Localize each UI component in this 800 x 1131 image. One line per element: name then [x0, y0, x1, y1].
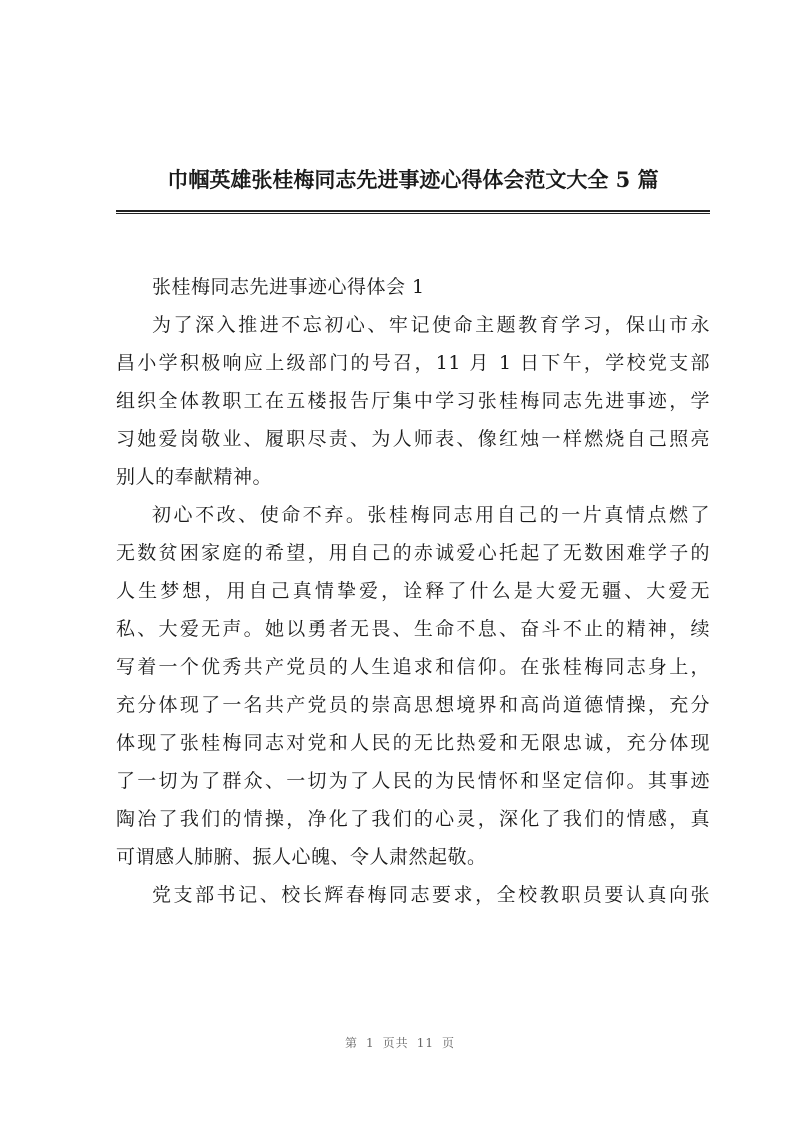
body-line: 了一切为了群众、一切为了人民的为民情怀和坚定信仰。其事迹 — [116, 770, 710, 792]
body-line: 别人的奉献精神。 — [116, 466, 273, 488]
footer-total-pages: 11 — [416, 1036, 434, 1050]
footer-prefix: 第 — [345, 1036, 359, 1050]
body-line: 人生梦想，用自己真情挚爱，诠释了什么是大爱无疆、大爱无 — [116, 580, 710, 602]
body-line: 昌小学积极响应上级部门的号召，11 月 1 日下午，学校党支部 — [116, 352, 710, 374]
body-line: 习她爱岗敬业、履职尽责、为人师表、像红烛一样燃烧自己照亮 — [116, 428, 710, 450]
body-line: 写着一个优秀共产党员的人生追求和信仰。在张桂梅同志身上， — [116, 656, 710, 678]
footer-middle: 页共 — [382, 1036, 409, 1050]
body-line: 体现了张桂梅同志对党和人民的无比热爱和无限忠诚，充分体现 — [116, 732, 710, 754]
body-line: 无数贫困家庭的希望，用自己的赤诚爱心托起了无数困难学子的 — [116, 542, 710, 564]
body-line: 党支部书记、校长辉春梅同志要求，全校教职员要认真向张 — [152, 884, 710, 906]
footer-current-page: 1 — [366, 1036, 375, 1050]
body-line: 为了深入推进不忘初心、牢记使命主题教育学习，保山市永 — [152, 314, 710, 336]
section-heading: 张桂梅同志先进事迹心得体会 1 — [152, 276, 425, 298]
body-line: 陶冶了我们的情操，净化了我们的心灵，深化了我们的情感，真 — [116, 808, 710, 830]
page-footer — [0, 1034, 800, 1051]
body-line: 私、大爱无声。她以勇者无畏、生命不息、奋斗不止的精神，续 — [116, 618, 710, 640]
body-line: 组织全体教职工在五楼报告厅集中学习张桂梅同志先进事迹，学 — [116, 390, 710, 412]
body-line: 可谓感人肺腑、振人心魄、令人肃然起敬。 — [116, 846, 487, 868]
document-title: 巾帼英雄张桂梅同志先进事迹心得体会范文大全 5 篇 — [167, 167, 659, 192]
body-line: 初心不改、使命不弃。张桂梅同志用自己的一片真情点燃了 — [152, 504, 710, 526]
title-underline — [116, 210, 710, 214]
body-line: 充分体现了一名共产党员的崇高思想境界和高尚道德情操，充分 — [116, 694, 710, 716]
document-body — [116, 268, 710, 914]
footer-suffix: 页 — [441, 1036, 455, 1050]
